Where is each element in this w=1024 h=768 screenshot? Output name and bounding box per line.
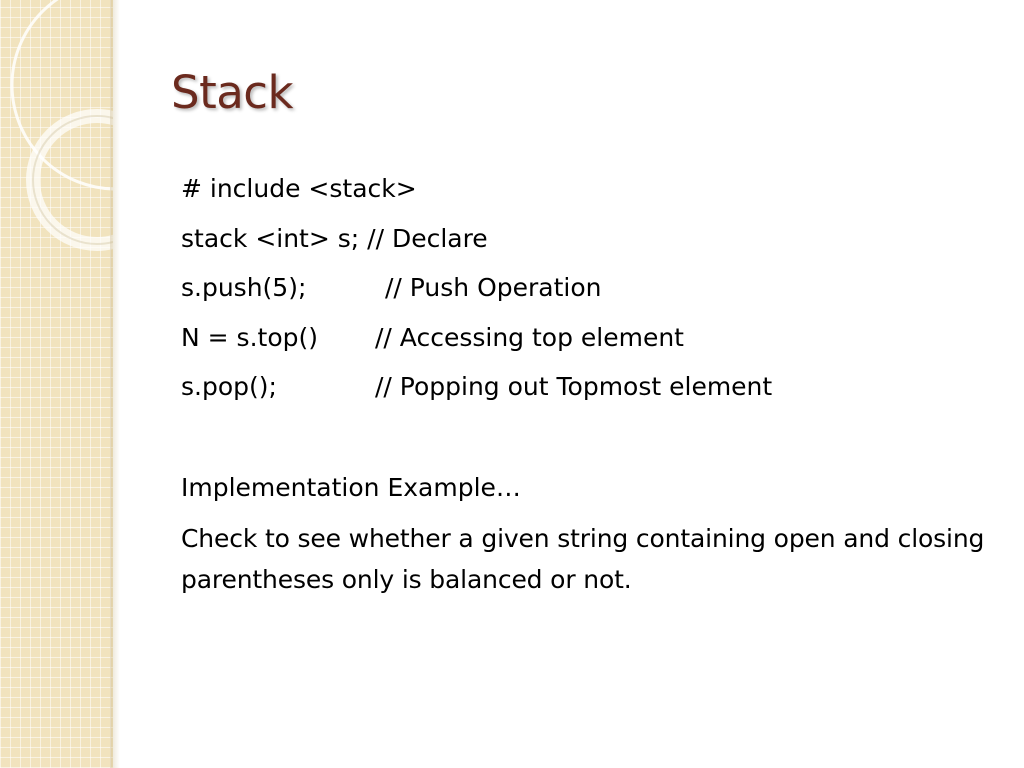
example-description: Check to see whether a given string containing open and closing parentheses only is balanced or not. (181, 524, 985, 594)
sidebar-edge-shadow (110, 0, 120, 768)
code-statement: s.push(5); (181, 273, 307, 302)
blank-line (181, 418, 991, 469)
code-statement: N = s.top() (181, 322, 318, 352)
code-line-push (181, 269, 991, 319)
code-line-pop (181, 368, 991, 418)
slide-body (181, 170, 991, 600)
code-comment: // Accessing top element (375, 322, 684, 352)
code-line-declare: stack <int> s; // Declare (181, 223, 488, 253)
code-comment: // Popping out Topmost element (375, 372, 773, 401)
decorative-rings (0, 0, 113, 300)
code-line-include: # include <stack> (181, 174, 417, 203)
decorative-ring-large (12, 0, 113, 189)
slide-title: Stack (171, 66, 294, 119)
decorative-sidebar (0, 0, 113, 768)
code-comment: // Push Operation (385, 273, 602, 302)
code-statement: s.pop(); (181, 372, 277, 401)
code-line-top (181, 319, 991, 369)
example-heading: Implementation Example… (181, 472, 521, 502)
